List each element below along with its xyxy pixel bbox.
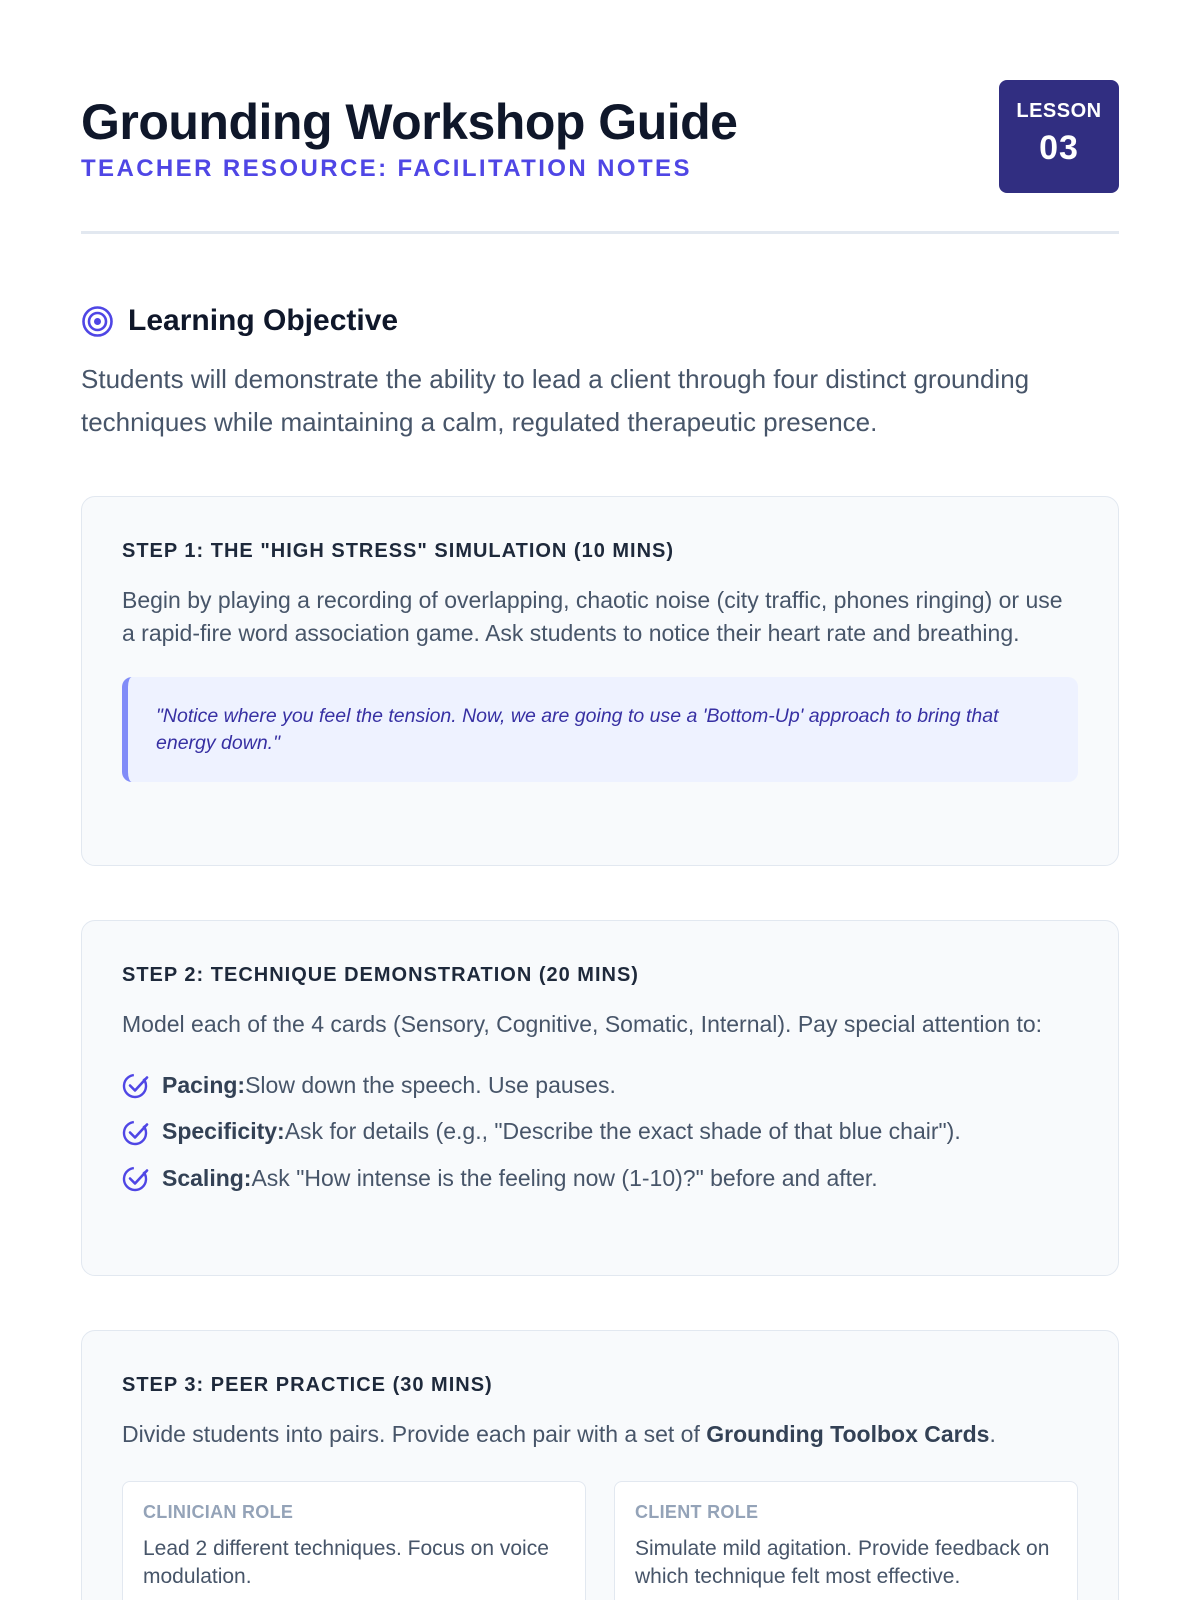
step-3-text — [122, 1418, 1078, 1451]
quote-text: "Notice where you feel the tension. Now, we are going to use a 'Bottom-Up' approach to bring that energy down." — [156, 705, 999, 754]
technique-checklist — [122, 1071, 1078, 1192]
step-1-title: STEP 1: THE "HIGH STRESS" SIMULATION (10 MINS) — [122, 540, 675, 562]
checklist-term: Pacing: — [162, 1071, 246, 1098]
checklist-text: Slow down the speech. Use pauses. — [245, 1071, 616, 1098]
step-3-title: STEP 3: PEER PRACTICE (30 MINS) — [122, 1374, 493, 1396]
step-2-card — [81, 920, 1119, 1276]
learning-objective-section — [81, 304, 1119, 444]
header — [81, 80, 1119, 234]
step-3-card — [81, 1330, 1119, 1600]
objective-title: Learning Objective — [128, 304, 399, 337]
toolbox-cards-emphasis: Grounding Toolbox Cards — [706, 1421, 990, 1447]
list-item — [122, 1071, 1078, 1099]
step-1-text: Begin by playing a recording of overlapping, chaotic noise (city traffic, phones ringing) or use a rapid-fire word association game. Ask students to notice their heart rate and breathing. — [122, 587, 1063, 646]
objective-text: Students will demonstrate the ability to lead a client through four distinct grounding techniques while maintaining a calm, regulated therapeutic presence. — [81, 364, 1030, 437]
lesson-badge — [999, 80, 1119, 193]
target-icon — [81, 305, 114, 338]
step-3-text-end: . — [989, 1421, 996, 1447]
lesson-badge-number: 03 — [1039, 129, 1079, 167]
client-role-card — [614, 1481, 1078, 1600]
page-title: Grounding Workshop Guide — [81, 94, 738, 150]
role-label: CLINICIAN ROLE — [143, 1502, 294, 1522]
role-text: Lead 2 different techniques. Focus on voice modulation. — [143, 1537, 549, 1588]
role-cards — [122, 1481, 1078, 1600]
checklist-text: Ask for details (e.g., "Describe the exact shade of that blue chair"). — [284, 1118, 961, 1144]
checklist-term: Scaling: — [162, 1164, 252, 1191]
list-item — [122, 1118, 1078, 1146]
clinician-role-card — [122, 1481, 586, 1600]
lesson-badge-label: LESSON — [1016, 100, 1102, 122]
facilitator-quote — [122, 677, 1078, 782]
checklist-text: Ask "How intense is the feeling now (1-10)?" before and after. — [251, 1164, 878, 1191]
role-label: CLIENT ROLE — [635, 1502, 759, 1522]
checklist-term: Specificity: — [162, 1118, 285, 1144]
step-1-card — [81, 496, 1119, 866]
role-text: Simulate mild agitation. Provide feedback on which technique felt most effective. — [635, 1537, 1050, 1588]
list-item — [122, 1164, 1078, 1192]
step-2-title: STEP 2: TECHNIQUE DEMONSTRATION (20 MINS) — [122, 964, 639, 986]
check-circle-icon — [122, 1118, 150, 1146]
step-3-text-start: Divide students into pairs. Provide each pair with a set of — [122, 1421, 707, 1447]
page-subtitle: TEACHER RESOURCE: FACILITATION NOTES — [81, 155, 692, 182]
objective-heading — [81, 304, 1119, 338]
title-block — [81, 80, 737, 183]
step-2-text: Model each of the 4 cards (Sensory, Cognitive, Somatic, Internal). Pay special attention to: — [122, 1011, 1043, 1037]
check-circle-icon — [122, 1071, 150, 1099]
check-circle-icon — [122, 1164, 150, 1192]
